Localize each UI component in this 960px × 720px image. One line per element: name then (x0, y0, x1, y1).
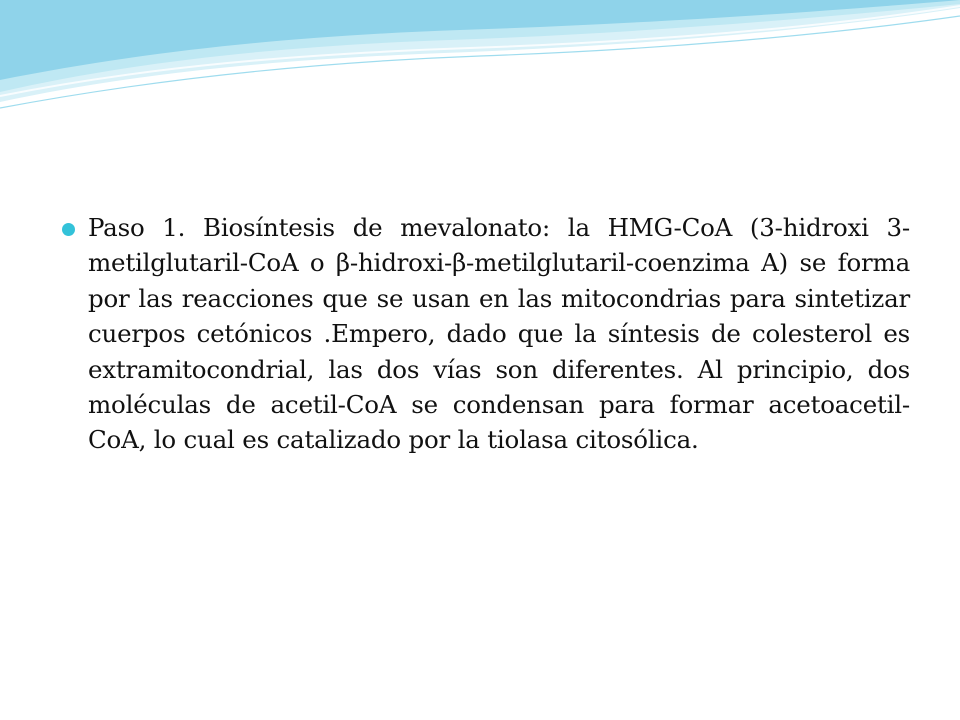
bullet-dot-icon (62, 223, 75, 236)
bullet-item (62, 210, 910, 458)
decorative-wave-header (0, 0, 960, 140)
content-area (62, 210, 910, 458)
bullet-paragraph: Paso 1. Biosíntesis de mevalonato: la HMG-CoA (3-hidroxi 3-metilglutaril-CoA o β-hidroxi-β-metilglutaril-coenzima A) se forma por las reacciones que se usan en las mitocondrias para sintetizar cuerpos cetónicos .Empero, dado que la síntesis de colesterol es extramitocondrial, las dos vías son diferentes. Al principio, dos moléculas de acetil-CoA se condensan para formar acetoacetil-CoA, lo cual es catalizado por la tiolasa citosólica. (88, 213, 910, 455)
